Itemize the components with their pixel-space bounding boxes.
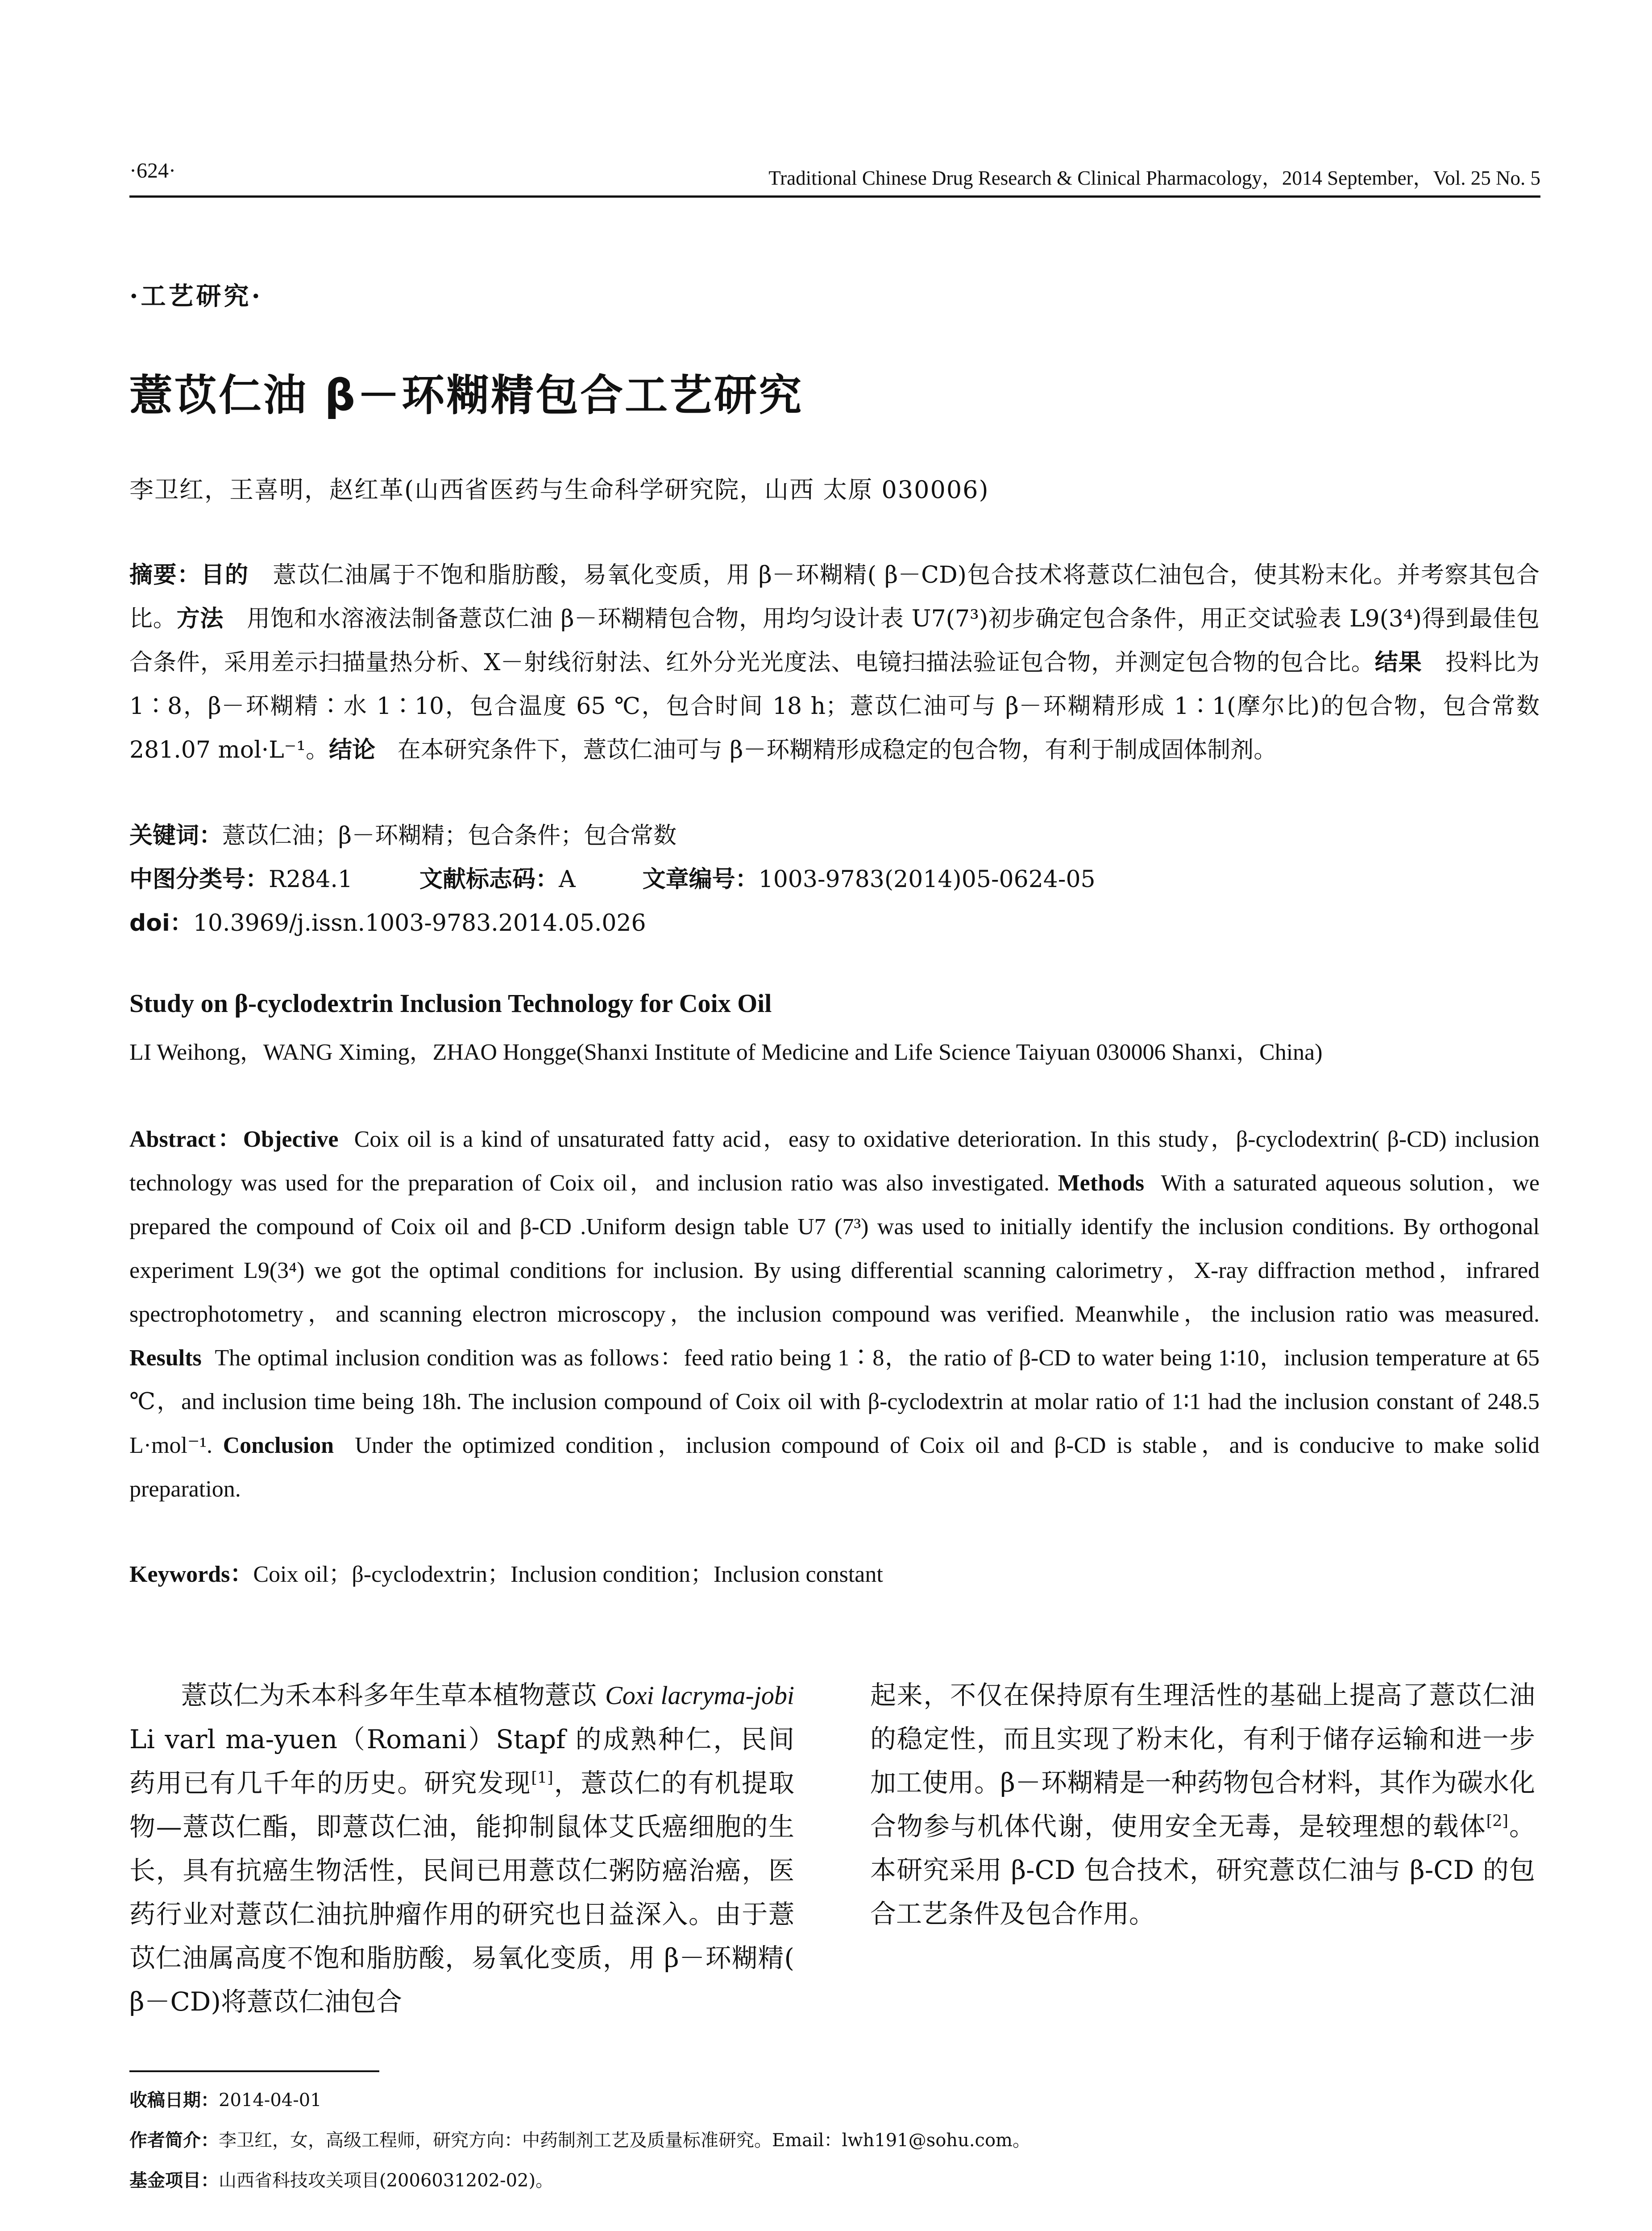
fund-label: 基金项目： [129, 2170, 219, 2191]
methods-en: With a saturated aqueous solution，we prepared the compound of Coix oil and β-CD .Uniform design table U7 (7³) was used to initially identify the inclusion conditions. By orthogonal experiment L9(3⁴) we got the optimal conditions for inclusion. By using differential scanning calorimetry，X-ray diffraction method，infrared spectrophotometry，and scanning electron microscopy，the inclusion compound was verified. Meanwhile，the inclusion ratio was measured. [129, 1170, 1540, 1327]
body-text: 。本研究采用 β-CD 包合技术，研究薏苡仁油与 β-CD 的包合工艺条件及包合作用。 [870, 1811, 1535, 1929]
footnote-rule [129, 2070, 379, 2072]
conclusion-cn-label: 结论 [329, 737, 376, 763]
abstract-en-label: Abstract： [129, 1127, 243, 1152]
doc-code-value: A [559, 866, 576, 893]
conclusion-en-label: Conclusion [223, 1433, 334, 1458]
conclusion-cn: 在本研究条件下，薏苡仁油可与 β－环糊精形成稳定的包合物，有利于制成固体制剂。 [397, 737, 1277, 763]
objective-cn: 薏苡仁油属于不饱和脂肪酸，易氧化变质，用 β－环糊精( β－CD)包合技术将薏苡仁油包合，使其粉末化。并考察其包合比。 [129, 562, 1540, 632]
author-bio-value: 李卫红，女，高级工程师，研究方向：中药制剂工艺及质量标准研究。Email：lwh191@sohu.com。 [219, 2130, 1030, 2151]
header-rule [129, 195, 1540, 198]
authors-cn: 李卫红，王喜明，赵红革(山西省医药与生命科学研究院，山西 太原 030006) [129, 476, 989, 504]
clc-label: 中图分类号： [129, 866, 269, 893]
abstract-cn [129, 553, 1540, 772]
article-number-label: 文章编号： [642, 866, 759, 893]
species-name: Coxi lacryma-jobi [605, 1681, 794, 1710]
abstract-cn-label: 摘要： [129, 562, 201, 589]
column-tag: ·工艺研究· [129, 282, 263, 311]
methods-cn: 用饱和水溶液法制备薏苡仁油 β－环糊精包合物，用均匀设计表 U7(7³)初步确定包合条件，用正交试验表 L9(3⁴)得到最佳包合条件，采用差示扫描量热分析、X－射线衍射法、红外分光光度法、电镜扫描法验证包合物，并测定包合物的包合比。 [129, 605, 1540, 676]
authors-en: LI Weihong，WANG Ximing，ZHAO Hongge(Shanxi Institute of Medicine and Life Science Taiyuan 030006 Shanxi，China) [129, 1040, 1323, 1065]
footnote-author [129, 2126, 1030, 2152]
title-en: Study on β-cyclodextrin Inclusion Technology for Coix Oil [129, 989, 772, 1018]
fund-value: 山西省科技攻关项目(2006031202-02)。 [219, 2170, 554, 2191]
article-number-value: 1003-9783(2014)05-0624-05 [758, 866, 1096, 893]
keywords-cn [129, 817, 677, 850]
abstract-en [129, 1118, 1540, 1511]
body-column-left [129, 1673, 794, 2024]
keywords-en-label: Keywords： [129, 1562, 253, 1587]
doi-line [129, 904, 646, 937]
body-text: 薏苡仁为禾本科多年生草本植物薏苡 [181, 1680, 606, 1710]
body-column-right [870, 1673, 1535, 1936]
keywords-cn-label: 关键词： [129, 822, 223, 849]
clc-value: R284.1 [269, 866, 353, 893]
received-value: 2014-04-01 [219, 2090, 322, 2111]
doc-code-label: 文献标志码： [419, 866, 559, 893]
keywords-en [129, 1555, 883, 1588]
keywords-en-value: Coix oil；β-cyclodextrin；Inclusion condition；Inclusion constant [253, 1562, 883, 1587]
classification-line [129, 860, 1096, 894]
citation-ref[interactable]: [1] [531, 1769, 553, 1787]
results-cn-label: 结果 [1374, 649, 1422, 676]
received-label: 收稿日期： [129, 2090, 219, 2111]
methods-en-label: Methods [1058, 1170, 1145, 1196]
keywords-cn-value: 薏苡仁油；β－环糊精；包合条件；包合常数 [222, 822, 677, 849]
body-text: ，薏苡仁的有机提取物—薏苡仁酯，即薏苡仁油，能抑制鼠体艾氏癌细胞的生长，具有抗癌生物活性，民间已用薏苡仁粥防癌治癌，医药行业对薏苡仁油抗肿瘤作用的研究也日益深入。由于薏苡仁油属高度不饱和脂肪酸，易氧化变质，用 β－环糊精( β－CD)将薏苡仁油包合 [129, 1768, 794, 2017]
objective-en-label: Objective [243, 1127, 339, 1152]
results-cn: 投料比为 1∶8，β－环糊精∶水 1∶10，包合温度 65 ℃，包合时间 18 h；薏苡仁油可与 β－环糊精形成 1∶1(摩尔比)的包合物，包合常数 281.07 mol·L⁻¹。 [129, 649, 1540, 763]
footnote-received [129, 2086, 322, 2111]
conclusion-en: Under the optimized condition，inclusion compound of Coix oil and β-CD is stable，and is conducive to make solid preparation. [129, 1433, 1540, 1502]
title-cn: 薏苡仁油 β－环糊精包合工艺研究 [129, 370, 804, 420]
footnote-fund [129, 2166, 553, 2192]
page-number: ·624· [129, 159, 176, 182]
body-text: 起来，不仅在保持原有生理活性的基础上提高了薏苡仁油的稳定性，而且实现了粉末化，有利于储存运输和进一步加工使用。β－环糊精是一种药物包合材料，其作为碳水化合物参与机体代谢，使用安全无毒，是较理想的载体 [870, 1680, 1535, 1841]
citation-ref[interactable]: [2] [1486, 1812, 1508, 1830]
body-text: Li varl ma-yuen（Romani）Stapf 的成熟种仁，民间药用已有几千年的历史。研究发现 [129, 1724, 794, 1798]
author-bio-label: 作者简介： [129, 2130, 219, 2151]
results-en-label: Results [129, 1345, 202, 1371]
results-en: The optimal inclusion condition was as follows：feed ratio being 1∶8，the ratio of β-CD to water being 1∶10，inclusion temperature at 65 ℃，and inclusion time being 18h. The inclusion compound of Coix oil with β-cyclodextrin at molar ratio of 1∶1 had the inclusion constant of 248.5 L·mol⁻¹. [129, 1345, 1540, 1458]
objective-cn-label: 目的 [201, 562, 249, 589]
objective-en: Coix oil is a kind of unsaturated fatty acid，easy to oxidative deterioration. In this study，β-cyclodextrin( β-CD) inclusion technology was used for the preparation of Coix oil，and inclusion ratio was also investigated. [129, 1127, 1540, 1196]
doi-value[interactable]: 10.3969/j.issn.1003-9783.2014.05.026 [193, 910, 646, 937]
methods-cn-label: 方法 [176, 605, 224, 632]
journal-header: Traditional Chinese Drug Research & Clinical Pharmacology，2014 September，Vol. 25 No. 5 [768, 167, 1540, 189]
doi-label: doi： [129, 910, 193, 937]
